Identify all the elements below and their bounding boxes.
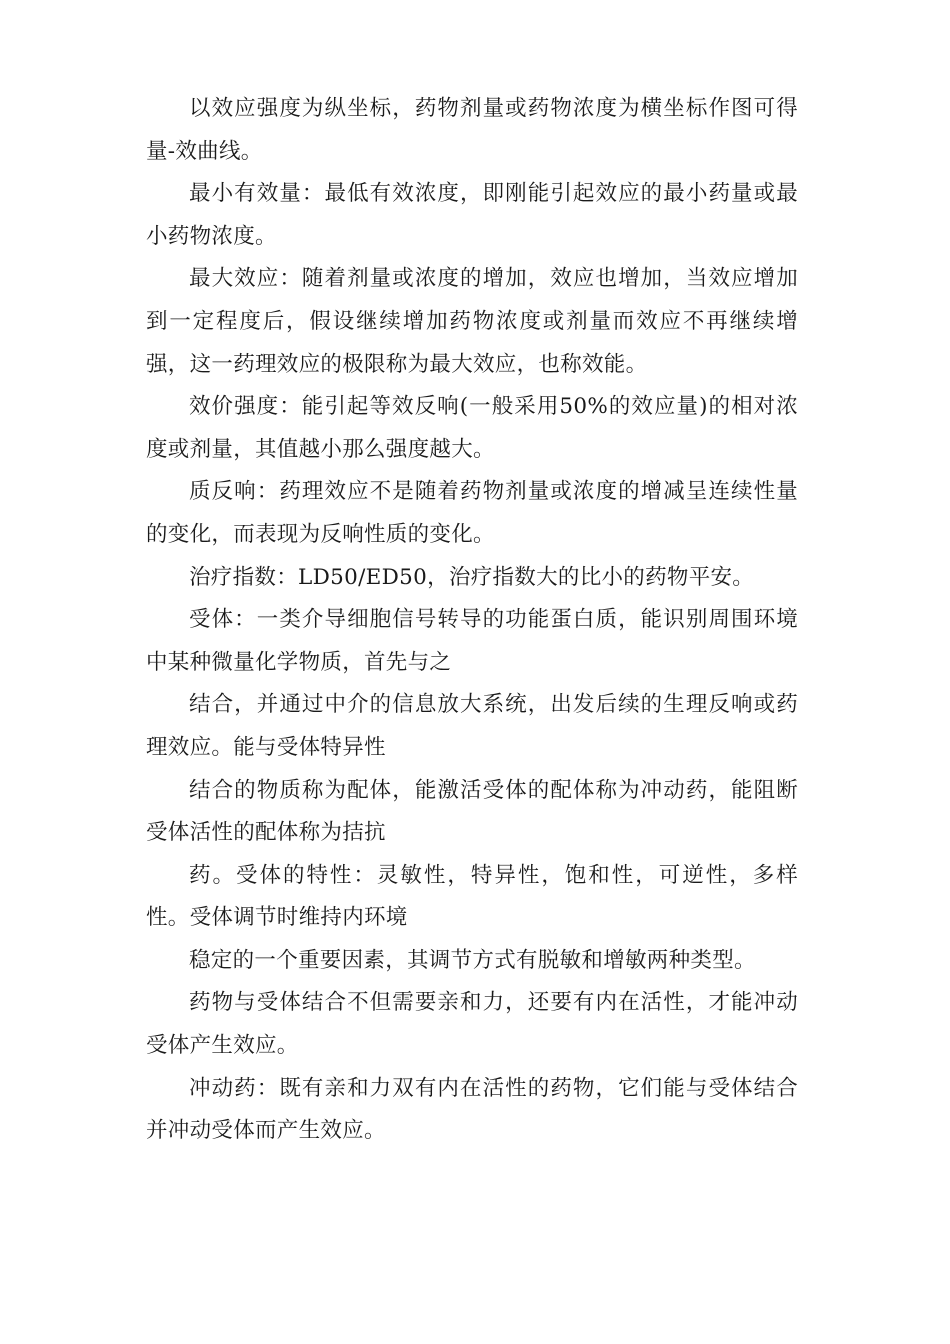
paragraph-maximum-effect: 最大效应：随着剂量或浓度的增加，效应也增加，当效应增加到一定程度后，假设继续增加药物浓度或剂量而效应不再继续增强，这一药理效应的极限称为最大效应，也称效能。 xyxy=(146,266,798,377)
document-page xyxy=(146,88,798,1153)
paragraph-agonist: 冲动药：既有亲和力双有内在活性的药物，它们能与受体结合并冲动受体而产生效应。 xyxy=(146,1075,798,1144)
paragraph-receptor-binding: 结合，并通过中介的信息放大系统，出发后续的生理反响或药理效应。能与受体特异性 xyxy=(146,692,798,760)
paragraph-quantal-response: 质反响：药理效应不是随着药物剂量或浓度的增减呈连续性量的变化，而表现为反响性质的变化。 xyxy=(146,479,798,547)
paragraph-receptor-regulation: 稳定的一个重要因素，其调节方式有脱敏和增敏两种类型。 xyxy=(189,947,756,973)
paragraph-potency: 效价强度：能引起等效反响(一般采用50%的效应量)的相对浓度或剂量，其值越小那么强度越大。 xyxy=(146,394,798,462)
paragraph-affinity-intrinsic-activity: 药物与受体结合不但需要亲和力，还要有内在活性，才能冲动受体产生效应。 xyxy=(146,990,798,1059)
paragraph-receptor-properties: 药。受体的特性：灵敏性，特异性，饱和性，可逆性，多样性。受体调节时维持内环境 xyxy=(146,862,798,931)
paragraph-therapeutic-index: 治疗指数：LD50/ED50，治疗指数大的比小的药物平安。 xyxy=(189,564,755,590)
paragraph-minimum-effective-dose: 最小有效量：最低有效浓度，即刚能引起效应的最小药量或最小药物浓度。 xyxy=(146,181,798,249)
paragraph-receptor: 受体：一类介导细胞信号转导的功能蛋白质，能识别周围环境中某种微量化学物质，首先与之 xyxy=(146,607,798,675)
paragraph-dose-effect-curve: 以效应强度为纵坐标，药物剂量或药物浓度为横坐标作图可得量-效曲线。 xyxy=(146,96,798,164)
paragraph-ligand: 结合的物质称为配体，能激活受体的配体称为冲动药，能阻断受体活性的配体称为拮抗 xyxy=(146,777,798,846)
